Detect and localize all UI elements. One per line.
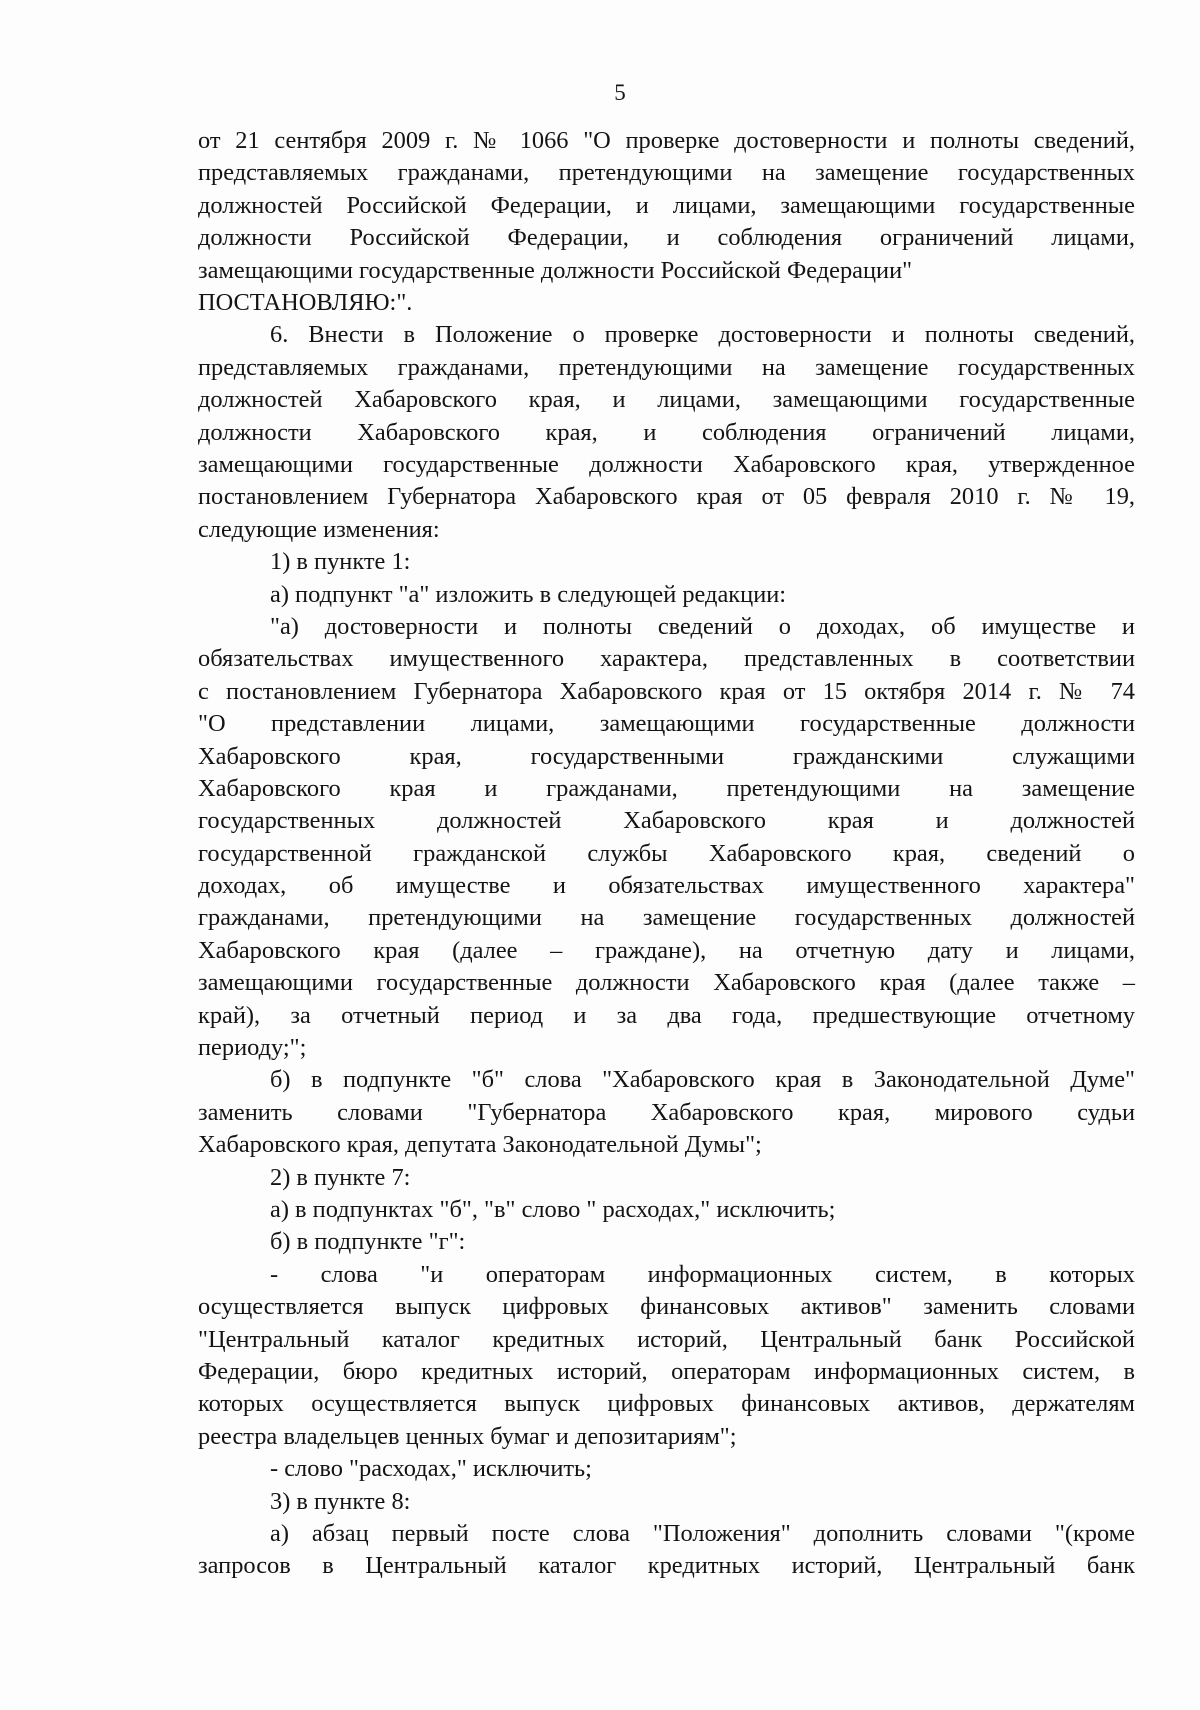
text-line: обязательствах имущественного характера, представленных в соответствии xyxy=(198,645,1135,673)
paragraph-sub-2 xyxy=(198,1162,1135,1194)
text-line: от 21 сентября 2009 г. № 1066 "О проверке достоверности и полноты сведений, xyxy=(198,127,1135,154)
text-line: доходах, об имуществе и обязательствах имущественного характера" xyxy=(198,872,1135,900)
text-line: Хабаровского края, государственными гражданскими служащими xyxy=(198,742,1135,770)
text-line: государственной гражданской службы Хабаровского края, сведений о xyxy=(198,839,1135,867)
text-line: край), за отчетный период и за два года, предшествующие отчетному xyxy=(198,1001,1135,1029)
text-line: реестра владельцев ценных бумаг и депозитариям"; xyxy=(198,1422,737,1450)
paragraph-sub-2b-dash1 xyxy=(198,1259,1135,1453)
text-line: а) абзац первый посте слова "Положения" дополнить словами "(кроме xyxy=(270,1520,1135,1547)
text-line: осуществляется выпуск цифровых финансовых активов" заменить словами xyxy=(198,1293,1135,1321)
text-line: Хабаровского края (далее – граждане), на отчетную дату и лицами, xyxy=(198,936,1135,964)
text-line: 1) в пункте 1: xyxy=(270,548,411,576)
paragraph-sub-2a xyxy=(198,1194,1135,1226)
paragraph-sub-1a xyxy=(198,579,1135,611)
text-line: - слово "расходах," исключить; xyxy=(270,1455,592,1483)
text-line: периоду;"; xyxy=(198,1034,307,1062)
text-line: замещающими государственные должности Хабаровского края, утвержденное xyxy=(198,450,1135,478)
text-line: б) в подпункте "б" слова "Хабаровского края в Законодательной Думе" xyxy=(270,1066,1135,1094)
text-line: Хабаровского края и гражданами, претендующими на замещение xyxy=(198,774,1135,802)
text-line: 6. Внести в Положение о проверке достоверности и полноты сведений, xyxy=(270,321,1135,349)
text-line: с постановлением Губернатора Хабаровского края от 15 октября 2014 г. № 74 xyxy=(198,677,1135,705)
text-line: Хабаровского края, депутата Законодательной Думы"; xyxy=(198,1131,762,1159)
paragraph-intro xyxy=(198,125,1135,319)
text-line: "Центральный каталог кредитных историй, Центральный банк Российской xyxy=(198,1325,1135,1353)
text-line: а) подпункт "а" изложить в следующей редакции: xyxy=(270,580,787,608)
text-line: замещающими государственные должности Хабаровского края (далее также – xyxy=(198,969,1135,997)
text-line: б) в подпункте "г": xyxy=(270,1228,466,1256)
text-line: гражданами, претендующими на замещение государственных должностей xyxy=(198,904,1135,932)
text-line: должности Российской Федерации, и соблюдения ограничений лицами, xyxy=(198,224,1135,252)
paragraph-item-6 xyxy=(198,319,1135,546)
text-line: запросов в Центральный каталог кредитных историй, Центральный банк xyxy=(198,1552,1135,1580)
paragraph-sub-3a xyxy=(198,1518,1135,1583)
page-number: 5 xyxy=(614,80,626,105)
text-line: представляемых гражданами, претендующими на замещение государственных xyxy=(198,353,1135,381)
text-line: должности Хабаровского края, и соблюдения ограничений лицами, xyxy=(198,418,1135,446)
text-line: ПОСТАНОВЛЯЮ:". xyxy=(198,288,413,316)
paragraph-sub-2b xyxy=(198,1226,1135,1258)
text-line: "О представлении лицами, замещающими государственные должности xyxy=(198,710,1135,738)
paragraph-sub-1a-text xyxy=(198,611,1135,1064)
document-body xyxy=(198,125,1135,1583)
text-line: Федерации, бюро кредитных историй, операторам информационных систем, в xyxy=(198,1358,1135,1385)
text-line: которых осуществляется выпуск цифровых финансовых активов, держателям xyxy=(198,1390,1135,1418)
text-line: заменить словами "Губернатора Хабаровского края, мирового судьи xyxy=(198,1098,1135,1126)
text-line: - слова "и операторам информационных систем, в которых xyxy=(270,1260,1135,1288)
text-line: следующие изменения: xyxy=(198,515,440,543)
text-line: замещающими государственные должности Российской Федерации" xyxy=(198,256,913,284)
text-line: представляемых гражданами, претендующими на замещение государственных xyxy=(198,159,1135,187)
text-line: 3) в пункте 8: xyxy=(270,1487,411,1515)
text-line: должностей Хабаровского края, и лицами, замещающими государственные xyxy=(198,386,1135,414)
text-line: 2) в пункте 7: xyxy=(270,1163,411,1191)
paragraph-sub-3 xyxy=(198,1486,1135,1518)
paragraph-sub-1b xyxy=(198,1064,1135,1161)
text-line: "а) достоверности и полноты сведений о доходах, об имуществе и xyxy=(270,612,1135,640)
text-line: а) в подпунктах "б", "в" слово " расходах," исключить; xyxy=(270,1196,836,1224)
text-line: постановлением Губернатора Хабаровского края от 05 февраля 2010 г. № 19, xyxy=(198,483,1135,511)
text-line: государственных должностей Хабаровского края и должностей xyxy=(198,807,1135,835)
paragraph-sub-1 xyxy=(198,546,1135,578)
paragraph-sub-2b-dash2 xyxy=(198,1453,1135,1485)
text-line: должностей Российской Федерации, и лицами, замещающими государственные xyxy=(198,191,1135,219)
